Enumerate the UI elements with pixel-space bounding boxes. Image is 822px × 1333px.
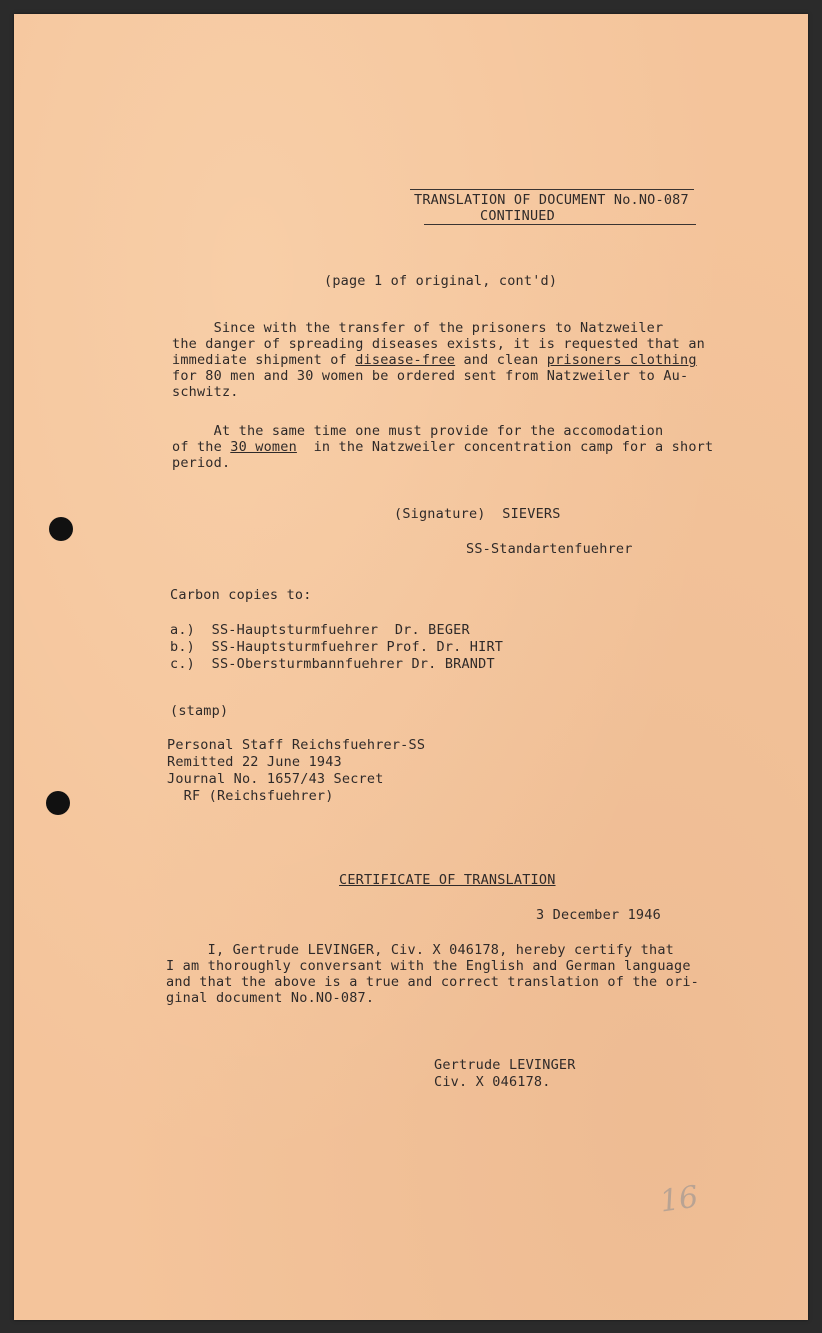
underlined-text: 30 women [230,439,297,455]
carbon-copy-item: b.) SS-Hauptsturmfuehrer Prof. Dr. HIRT [170,639,504,655]
text-line [172,352,697,368]
text-line: for 80 men and 30 women be ordered sent from Natzweiler to Au- [172,368,689,384]
certificate-date: 3 December 1946 [536,907,661,923]
text-line: schwitz. [172,384,239,400]
stamp-line: Journal No. 1657/43 Secret [167,771,384,787]
text-line: and that the above is a true and correct translation of the ori- [166,974,699,990]
stamp-line: RF (Reichsfuehrer) [167,788,334,804]
carbon-copy-item: c.) SS-Obersturmbannfuehrer Dr. BRANDT [170,656,495,672]
signer-id: Civ. X 046178. [434,1074,551,1090]
stamp-line: Remitted 22 June 1943 [167,754,342,770]
document-page [14,14,808,1320]
signature-line: (Signature) SIEVERS [394,506,561,522]
carbon-copy-item: a.) SS-Hauptsturmfuehrer Dr. BEGER [170,622,470,638]
document-subtitle: CONTINUED [480,208,555,224]
underlined-text: disease-free [355,352,456,368]
text-line: Since with the transfer of the prisoners to Natzweiler [172,320,664,336]
signer-name: Gertrude LEVINGER [434,1057,576,1073]
header-rule-bottom [424,224,696,225]
text-line: At the same time one must provide for the accomodation [172,423,664,439]
text-line: ginal document No.NO-087. [166,990,375,1006]
text-span: in the Natzweiler concentration camp for a short [296,439,714,455]
text-span: and clean [455,352,547,368]
text-line: the danger of spreading diseases exists, it is requested that an [172,336,705,352]
certificate-title: CERTIFICATE OF TRANSLATION [339,872,556,888]
text-line: I am thoroughly conversant with the English and German language [166,958,691,974]
header-rule-top [410,189,694,190]
carbon-copies-heading: Carbon copies to: [170,587,312,603]
text-span: immediate shipment of [172,352,356,368]
document-title: TRANSLATION OF DOCUMENT No.NO-087 [414,192,689,208]
stamp-line: Personal Staff Reichsfuehrer-SS [167,737,426,753]
stamp-heading: (stamp) [170,703,229,719]
page-number: 16 [657,1179,701,1220]
underlined-text: prisoners clothing [546,352,697,368]
text-span: of the [172,439,231,455]
page-note: (page 1 of original, cont'd) [324,273,558,289]
punch-hole-top [49,517,73,541]
text-line [172,439,713,455]
text-line: I, Gertrude LEVINGER, Civ. X 046178, hereby certify that [166,942,674,958]
text-line: period. [172,455,231,471]
signature-rank: SS-Standartenfuehrer [466,541,633,557]
punch-hole-bottom [46,791,70,815]
